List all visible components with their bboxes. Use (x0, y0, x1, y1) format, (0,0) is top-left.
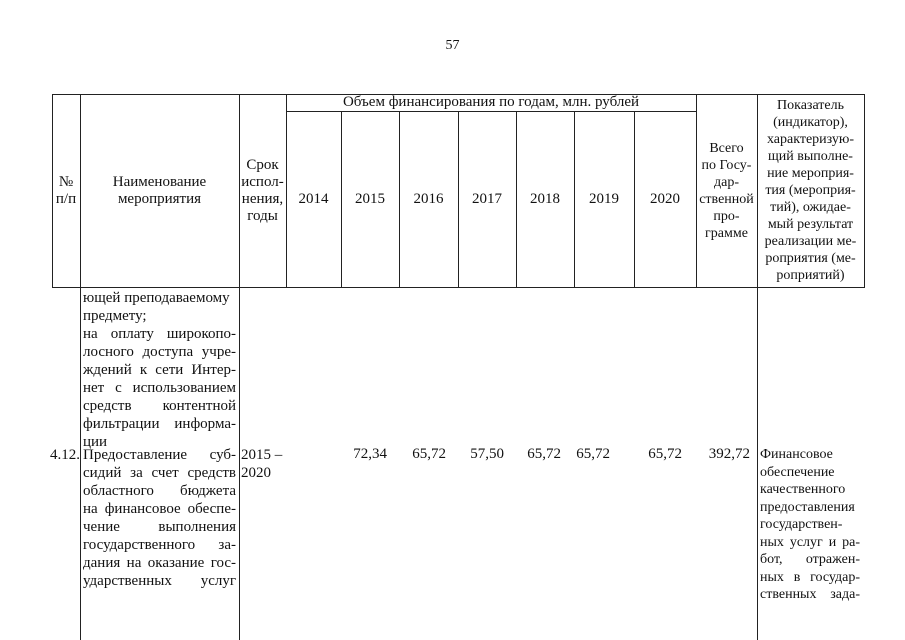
header-year-2020: 2020 (650, 190, 680, 207)
row-value-2019: 65,72 (576, 446, 610, 462)
header-number: № п/п (55, 173, 77, 207)
header-indicator: Показатель (индикатор), характеризую- щий выполне- ние мероприя- тия (мероприя- тий), ожидае- мый результат реализации ме- роприятия (ме- роприятий) (764, 98, 857, 283)
header-term: Срок испол- нения, годы (241, 156, 284, 224)
header-year-2016: 2016 (413, 190, 444, 207)
header-year-2018: 2018 (530, 190, 560, 207)
row-value-2018: 65,72 (527, 446, 561, 462)
header-total: Всего по Госу- дар- ственной про- грамме (699, 140, 754, 241)
row-name: Предоставление суб- сидий за счет средств областного бюджета на финансовое обеспе- чение выполнения государственного за- дания на оказание гос- ударственных услуг (83, 447, 236, 589)
header-year-2017: 2017 (472, 190, 502, 207)
page-number: 57 (445, 38, 460, 53)
row-indicator: Финансовое обеспечение качественного предоставления государствен- ных услуг и ра- бот, отражен- ных в государ- ственных зада- (760, 447, 860, 602)
header-year-2015: 2015 (355, 190, 385, 207)
header-financing-title: Объем финансирования по годам, млн. рублей (342, 94, 640, 110)
row-value-2017: 57,50 (470, 446, 504, 462)
row-value-2016: 65,72 (412, 446, 446, 462)
row-value-2020: 65,72 (648, 446, 682, 462)
row-total: 392,72 (708, 446, 750, 462)
header-year-2019: 2019 (589, 190, 619, 207)
continuation-text: ющей преподаваемому предмету; на оплату широкопо- лосного доступа учре- ждений к сети Интер- нет с использованием средств контентной фильтрации информа- ции (83, 290, 236, 450)
row-value-2015: 72,34 (353, 446, 387, 462)
row-number: 4.12. (50, 447, 80, 463)
header-year-2014: 2014 (298, 190, 329, 207)
header-name: Наименование мероприятия (112, 173, 207, 207)
row-term: 2015 – 2020 (241, 447, 283, 481)
